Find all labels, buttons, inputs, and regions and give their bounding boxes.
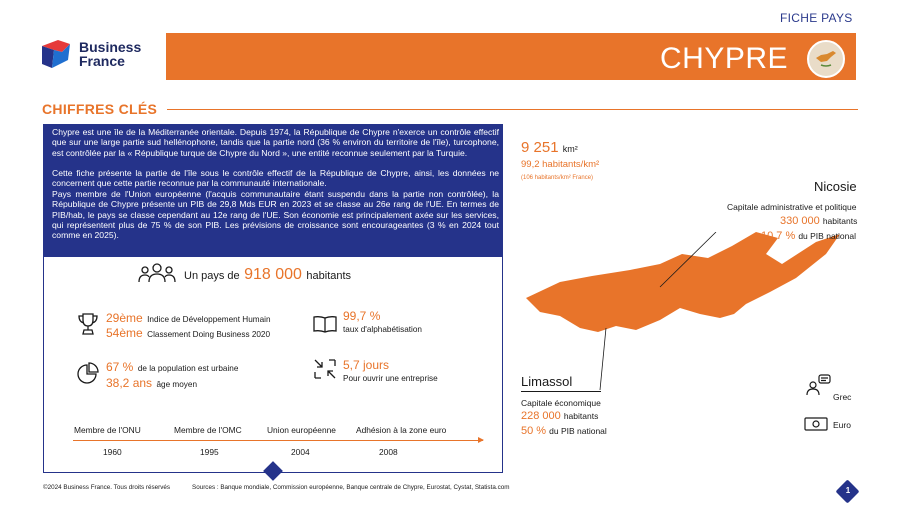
cyprus-shape — [526, 232, 840, 332]
people-icon — [137, 262, 177, 284]
cyprus-flag-icon — [807, 40, 845, 78]
capital-pib-value: 10,7 % — [761, 230, 796, 242]
literacy-label: taux d'alphabétisation — [343, 325, 422, 334]
timeline-axis — [73, 440, 483, 441]
idh-rank: 29ème — [106, 311, 143, 325]
timeline-label: Adhésion à la zone euro — [356, 425, 447, 435]
trophy-icon — [77, 312, 99, 336]
currency: Euro — [833, 420, 851, 430]
logo-line-2: France — [79, 53, 125, 69]
section-title: CHIFFRES CLÉS — [42, 101, 158, 117]
timeline-label: Membre de l'ONU — [74, 425, 141, 435]
language-icon — [806, 374, 832, 396]
section-divider — [167, 109, 858, 110]
business-days-value: 5,7 jours — [343, 358, 390, 372]
capital-name: Nicosie — [814, 179, 857, 194]
pie-chart-icon — [77, 362, 99, 384]
literacy-value: 99,7 % — [343, 309, 381, 323]
timeline-year: 1960 — [103, 447, 122, 457]
eco-city-pib — [521, 425, 607, 437]
timeline-label: Membre de l'OMC — [174, 425, 242, 435]
capital-population — [780, 215, 857, 227]
language: Grec — [833, 392, 852, 402]
idh-label: Indice de Développement Humain — [147, 315, 271, 324]
timeline-year: 2004 — [291, 447, 310, 457]
intro-paragraph-1: Chypre est une île de la Méditerranée orientale. Depuis 1974, la République de Chypre n'exerce un contrôle effectif que sur une large partie sud hellénophone, tandis que la partie nord (36 % environ du territoire de l'île), turcophone, est contrôlée par la « République turque de Chypre du Nord », une entité reconnue seulement par la Turquie. — [52, 127, 499, 158]
banknote-icon — [804, 417, 828, 431]
age-stat — [106, 374, 197, 392]
capital-pop-value: 330 000 — [780, 215, 820, 227]
doing-business-rank: 54ème — [106, 326, 143, 340]
population-stat — [184, 266, 351, 284]
business-days-label: Pour ouvrir une entreprise — [343, 374, 438, 383]
capital-pib-label: du PIB national — [798, 231, 856, 241]
country-title: CHYPRE — [660, 42, 789, 75]
page-number: 1 — [845, 486, 851, 495]
density-france: (106 habitants/km² France) — [521, 175, 594, 181]
timeline-year: 1995 — [200, 447, 219, 457]
cyprus-map — [520, 232, 860, 392]
density: 99,2 habitants/km² — [521, 159, 600, 170]
urban-value: 67 % — [106, 360, 134, 374]
eco-city-name: Limassol — [521, 374, 573, 389]
population-value: 918 000 — [244, 266, 302, 283]
eco-city-pop-label: habitants — [563, 411, 599, 421]
age-value: 38,2 ans — [106, 376, 153, 390]
limassol-pointer — [600, 328, 606, 390]
doing-business-stat — [106, 324, 270, 342]
timeline-label: Union européenne — [267, 425, 336, 435]
eco-city-population — [521, 410, 598, 422]
eco-city-underline — [521, 391, 601, 392]
urban-label: de la population est urbaine — [137, 364, 239, 373]
population-prefix: Un pays de — [184, 270, 240, 282]
logo-line-1: Business — [79, 39, 142, 55]
book-icon — [312, 315, 338, 333]
capital-role: Capitale administrative et politique — [727, 202, 857, 212]
sources: Sources : Banque mondiale, Commission européenne, Banque centrale de Chypre, Eurostat, Cystat, Statista.com — [192, 484, 510, 491]
timeline-arrow-icon — [478, 437, 484, 443]
area-value: 9 251 — [521, 139, 559, 156]
population-suffix: habitants — [306, 270, 352, 282]
capital-pib — [761, 230, 856, 242]
eco-city-role: Capitale économique — [521, 398, 601, 408]
capital-pop-label: habitants — [822, 216, 858, 226]
area-stat — [521, 139, 578, 156]
eco-city-pib-value: 50 % — [521, 425, 547, 437]
intro-paragraph-3: Pays membre de l'Union européenne (l'acquis communautaire étant suspendu dans la partie non contrôlée), la République de Chypre présente un PIB de 29,8 Mds EUR en 2023 et se classe au 26e rang de l'UE. En termes de PIB/hab, le pays se classe cependant au 12e rang de l'UE. Son économie est principalement axée sur les services, qui représentent plus de 75 % de son PIB. Les prévisions de croissance sont encourageantes (3 % en 2024 tout comme en 2025). — [52, 189, 499, 241]
compress-arrows-icon — [313, 358, 337, 380]
eco-city-pop-value: 228 000 — [521, 410, 561, 422]
doc-type-label: FICHE PAYS — [780, 11, 853, 25]
copyright: ©2024 Business France. Tous droits réservés — [43, 484, 171, 491]
intro-paragraph-2: Cette fiche présente la partie de l'île sous le contrôle effectif de la République de Chypre, ainsi, les données ne concernent que cette partie reconnue par la communauté internationale. — [52, 168, 499, 189]
doing-business-label: Classement Doing Business 2020 — [147, 330, 271, 339]
area-unit: km² — [562, 144, 578, 154]
timeline-year: 2008 — [379, 447, 398, 457]
logo-wordmark — [79, 40, 141, 68]
eco-city-pib-label: du PIB national — [549, 426, 607, 436]
age-label: âge moyen — [156, 380, 198, 389]
